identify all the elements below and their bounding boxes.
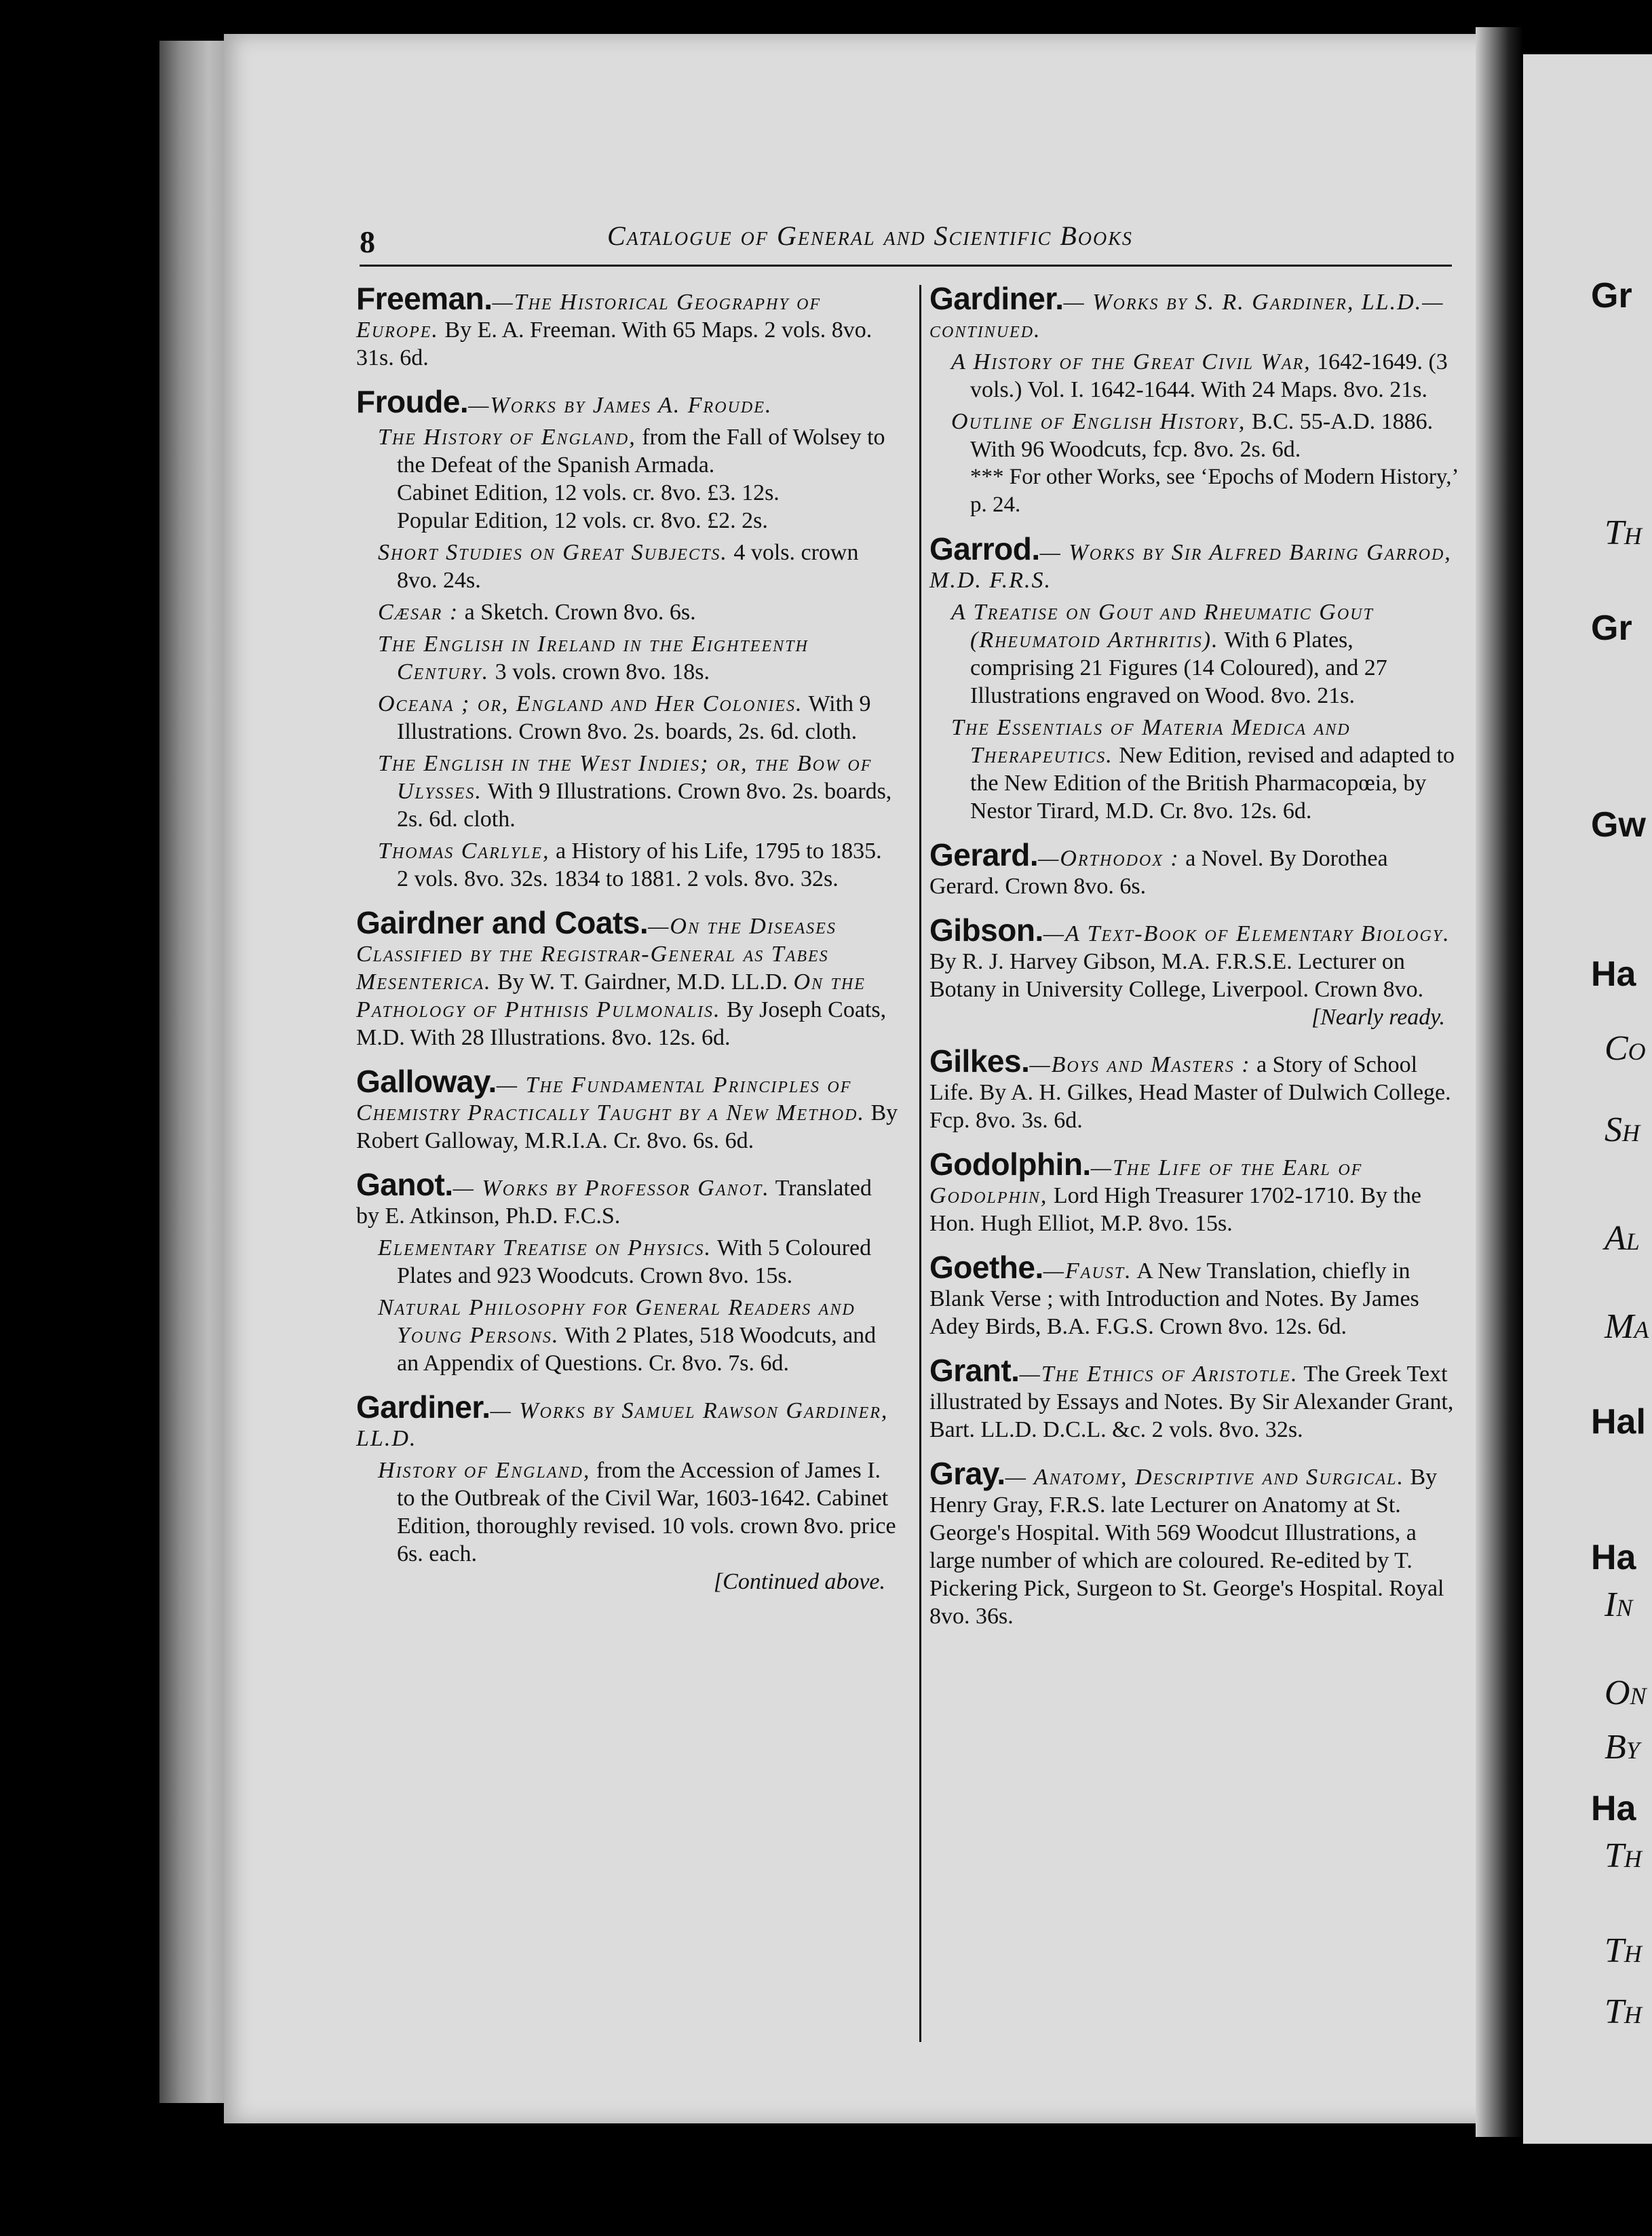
entry-froude xyxy=(356,384,899,893)
fragment-text: Ha xyxy=(1591,1789,1636,1828)
fragment-text: Th xyxy=(1605,1992,1642,2031)
author-name: Grant. xyxy=(929,1353,1020,1388)
column-divider xyxy=(919,285,921,2042)
work-item: Outline of English History, B.C. 55-A.D. 1886. With 96 Woodcuts, fcp. 8vo. 2s. 6d. xyxy=(951,409,1434,462)
works-heading: — Works by S. R. Gardiner, LL.D.—continued. xyxy=(929,290,1444,343)
work-title: —Orthodox : xyxy=(1038,846,1180,871)
fragment-text: Co xyxy=(1605,1029,1646,1068)
work-item: The Essentials of Materia Medica and Therapeutics. New Edition, revised and adapted to the New Edition of the British Pharmacopœia, by Nestor Tirard, M.D. Cr. 8vo. 12s. 6d. xyxy=(951,715,1455,824)
work-item: A Treatise on Gout and Rheumatic Gout (Rheumatoid Arthritis). With 6 Plates, comprising 21 Figures (14 Coloured), and 27 Illustrations engraved on Wood. 8vo. 21s. xyxy=(951,600,1387,708)
work-title: —A Text-Book of Elementary Biology. xyxy=(1043,921,1451,946)
fragment-text: Ha xyxy=(1591,1538,1636,1577)
entry-gray xyxy=(929,1456,1459,1630)
work-item: Cæsar : a Sketch. Crown 8vo. 6s. xyxy=(378,600,696,625)
entry-garrod xyxy=(929,531,1459,825)
fragment-text: In xyxy=(1605,1585,1633,1624)
work-item: Elementary Treatise on Physics. With 5 Coloured Plates and 923 Woodcuts. Crown 8vo. 15s. xyxy=(378,1235,872,1288)
author-name: Gray. xyxy=(929,1456,1005,1491)
author-name: Garrod. xyxy=(929,531,1040,566)
entry-gardiner xyxy=(356,1389,899,1596)
author-name: Goethe. xyxy=(929,1250,1043,1285)
entry-gairdner-coats xyxy=(356,905,899,1052)
work-title: On the Pathology of Phthisis Pulmonalis. xyxy=(356,969,866,1022)
facing-page-fragment xyxy=(1523,54,1652,2144)
fragment-text: Ma xyxy=(1605,1307,1649,1346)
work-item: Thomas Carlyle, a History of his Life, 1795 to 1835. 2 vols. 8vo. 32s. 1834 to 1881. 2 vols. 8vo. 32s. xyxy=(378,838,882,891)
work-title: —Faust. xyxy=(1043,1258,1132,1284)
fragment-text: Ha xyxy=(1591,955,1636,994)
work-item: A History of the Great Civil War, 1642-1649. (3 vols.) Vol. I. 1642-1644. With 24 Maps. 8vo. 21s. xyxy=(951,349,1448,402)
work-title: —The Historical Geography of Europe. xyxy=(356,290,822,343)
works-heading: — Works by Professor Ganot. xyxy=(453,1176,770,1201)
left-column xyxy=(356,281,899,1612)
work-item: The History of England, from the Fall of Wolsey to the Defeat of the Spanish Armada. xyxy=(378,425,885,478)
entry-gilkes xyxy=(929,1043,1459,1134)
fragment-text: Hal xyxy=(1591,1402,1646,1442)
work-item: Short Studies on Great Subjects. 4 vols. crown 8vo. 24s. xyxy=(378,540,859,593)
author-name: Gardiner. xyxy=(929,281,1064,316)
entry-gerard xyxy=(929,837,1459,900)
author-name: Froude. xyxy=(356,384,469,419)
fragment-text: Th xyxy=(1605,1836,1642,1875)
works-heading: — Works by Sir Alfred Baring Garrod, M.D. F.R.S. xyxy=(929,540,1452,593)
fragment-text: Gr xyxy=(1591,276,1632,315)
fragment-text: Al xyxy=(1605,1219,1640,1258)
work-item: History of England, from the Accession of James I. to the Outbreak of the Civil War, 1603-1642. Cabinet Edition, thoroughly revised. 10 vols. crown 8vo. price 6s. each. xyxy=(378,1458,896,1566)
work-item: The English in the West Indies; or, the Bow of Ulysses. With 9 Illustrations. Crown 8vo. 2s. boards, 2s. 6d. cloth. xyxy=(378,751,892,832)
author-name: Gardiner. xyxy=(356,1389,491,1425)
cross-reference-note: *** For other Works, see ‘Epochs of Modern History,’ p. 24. xyxy=(970,465,1458,517)
entry-freeman xyxy=(356,281,899,372)
fragment-text: On xyxy=(1605,1674,1647,1712)
work-detail: By R. J. Harvey Gibson, M.A. F.R.S.E. Lecturer on Botany in University College, Liverpool. Crown 8vo. xyxy=(929,949,1424,1002)
works-heading: —Works by James A. Froude. xyxy=(468,393,773,418)
work-detail: By E. A. Freeman. With 65 Maps. 2 vols. 8vo. 31s. 6d. xyxy=(356,317,872,370)
right-column xyxy=(929,281,1459,1646)
entry-galloway xyxy=(356,1064,899,1155)
status-note: [Nearly ready. xyxy=(1311,1005,1445,1030)
entry-gardiner-continued xyxy=(929,281,1459,519)
fragment-text: Th xyxy=(1605,514,1642,552)
author-name: Ganot. xyxy=(356,1167,453,1202)
author-name: Gerard. xyxy=(929,837,1039,872)
author-name: Gibson. xyxy=(929,912,1043,948)
work-detail: By W. T. Gairdner, M.D. LL.D. xyxy=(497,969,788,995)
work-item: The English in Ireland in the Eighteenth Century. 3 vols. crown 8vo. 18s. xyxy=(378,632,809,685)
continued-note: [Continued above. xyxy=(713,1569,885,1594)
fragment-text: By xyxy=(1605,1728,1640,1767)
book-gutter xyxy=(1476,27,1523,2137)
author-name: Gairdner and Coats. xyxy=(356,905,649,940)
work-detail: Lord High Treasurer 1702-1710. By the Hon. Hugh Elliot, M.P. 8vo. 15s. xyxy=(929,1183,1421,1236)
work-detail: a Novel. By Dorothea Gerard. Crown 8vo. 6s. xyxy=(929,846,1388,899)
page-header xyxy=(360,210,1452,267)
work-title: —The Life of the Earl of Godolphin, xyxy=(929,1155,1363,1208)
entry-goethe xyxy=(929,1250,1459,1341)
fragment-text: Gw xyxy=(1591,805,1646,845)
work-title: — The Fundamental Principles of Chemistry Practically Taught by a New Method. xyxy=(356,1073,865,1125)
entry-ganot xyxy=(356,1167,899,1377)
work-detail: By Joseph Coats, M.D. With 28 Illustrations. 8vo. 12s. 6d. xyxy=(356,997,887,1050)
author-name: Godolphin. xyxy=(929,1146,1091,1182)
work-item: Oceana ; or, England and Her Colonies. With 9 Illustrations. Crown 8vo. 2s. boards, 2s. 6d. cloth. xyxy=(378,691,871,744)
work-title: —Boys and Masters : xyxy=(1029,1052,1251,1077)
work-detail: a Story of School Life. By A. H. Gilkes, Head Master of Dulwich College. Fcp. 8vo. 3s. 6d. xyxy=(929,1052,1451,1133)
work-title: — Anatomy, Descriptive and Surgical. xyxy=(1005,1465,1404,1490)
edition-line: Popular Edition, 12 vols. cr. 8vo. £2. 2s. xyxy=(397,508,768,533)
author-name: Galloway. xyxy=(356,1064,497,1099)
work-detail: By Henry Gray, F.R.S. late Lecturer on Anatomy at St. George's Hospital. With 569 Woodcut Illustrations, a large number of which are coloured. Re-edited by T. Pickering Pick, Surgeon to St. George's Hospital. Royal 8vo. 36s. xyxy=(929,1465,1444,1629)
work-detail: The Greek Text illustrated by Essays and Notes. By Sir Alexander Grant, Bart. LL.D. D.C.L. &c. 2 vols. 8vo. 32s. xyxy=(929,1362,1454,1442)
entry-godolphin xyxy=(929,1146,1459,1237)
work-detail: A New Translation, chiefly in Blank Verse ; with Introduction and Notes. By James Adey Birds, B.A. F.G.S. Crown 8vo. 12s. 6d. xyxy=(929,1258,1419,1339)
work-detail: By Robert Galloway, M.R.I.A. Cr. 8vo. 6s. 6d. xyxy=(356,1100,898,1153)
work-item: Natural Philosophy for General Readers and Young Persons. With 2 Plates, 518 Woodcuts, and an Appendix of Questions. Cr. 8vo. 7s. 6d. xyxy=(378,1295,877,1376)
fragment-text: Gr xyxy=(1591,609,1632,648)
entry-grant xyxy=(929,1353,1459,1444)
works-heading: — Works by Samuel Rawson Gardiner, LL.D. xyxy=(356,1398,889,1451)
fragment-text: Th xyxy=(1605,1931,1642,1970)
page-number: 8 xyxy=(360,225,375,259)
fragment-text: Sh xyxy=(1605,1111,1640,1149)
heading-detail: Translated by E. Atkinson, Ph.D. F.C.S. xyxy=(356,1176,872,1229)
edition-line: Cabinet Edition, 12 vols. cr. 8vo. £3. 12s. xyxy=(397,480,780,505)
entry-gibson xyxy=(929,912,1459,1031)
running-title: Catalogue of General and Scientific Books xyxy=(607,220,1133,251)
author-name: Freeman. xyxy=(356,281,493,316)
work-title: —The Ethics of Aristotle. xyxy=(1019,1362,1299,1387)
work-title: —On the Diseases Classified by the Registrar-General as Tabes Mesenterica. xyxy=(356,914,837,995)
author-name: Gilkes. xyxy=(929,1043,1030,1079)
